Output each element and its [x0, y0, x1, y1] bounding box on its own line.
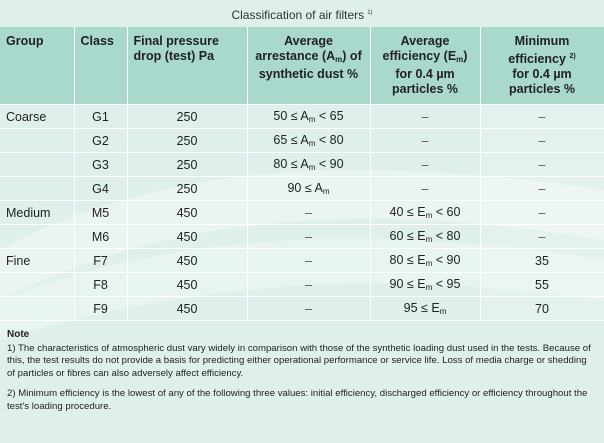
cell-efficiency: – [370, 129, 480, 153]
cell-class: G1 [74, 105, 127, 129]
table-row [0, 153, 604, 177]
table-header-row [0, 27, 604, 105]
cell-efficiency: – [370, 177, 480, 201]
header-class: Class [74, 27, 127, 105]
cell-minimum-efficiency: 55 [480, 273, 604, 297]
cell-group: Coarse [0, 105, 74, 129]
cell-class: F8 [74, 273, 127, 297]
header-average-efficiency: Average efficiency $(E_m)$ for 0.4 µm particles % [370, 27, 480, 105]
cell-final-pressure: 450 [127, 273, 247, 297]
caption-footnote-ref: 1) [367, 10, 373, 16]
header-average-arrestance: Average arrestance $(A_m)$ of synthetic dust % [247, 27, 370, 105]
cell-minimum-efficiency: – [480, 201, 604, 225]
table-row [0, 225, 604, 249]
cell-group [0, 297, 74, 321]
table-row [0, 273, 604, 297]
cell-arrestance: – [247, 201, 370, 225]
cell-efficiency: – [370, 105, 480, 129]
cell-final-pressure: 250 [127, 129, 247, 153]
cell-class: G2 [74, 129, 127, 153]
cell-group: Fine [0, 249, 74, 273]
cell-class: G3 [74, 153, 127, 177]
table-row [0, 129, 604, 153]
cell-class: F7 [74, 249, 127, 273]
cell-minimum-efficiency: 35 [480, 249, 604, 273]
table-row [0, 177, 604, 201]
cell-arrestance: – [247, 225, 370, 249]
cell-class: M6 [74, 225, 127, 249]
cell-group [0, 129, 74, 153]
cell-class: G4 [74, 177, 127, 201]
cell-group [0, 177, 74, 201]
note-paragraph-2: 2) Minimum efficiency is the lowest of any of the following three values: initial efficiency, discharged efficiency or efficiency throughout the test's loading procedure. [7, 388, 588, 412]
cell-final-pressure: 250 [127, 153, 247, 177]
cell-arrestance: $80 \le A_m < 90$ [247, 153, 370, 177]
cell-arrestance: – [247, 273, 370, 297]
header-final-pressure: Final pressure drop (test) Pa [127, 27, 247, 105]
table-row [0, 201, 604, 225]
cell-efficiency: $80 \le E_m < 90$ [370, 249, 480, 273]
note-title: Note [7, 329, 30, 340]
cell-arrestance: $65 \le A_m < 80$ [247, 129, 370, 153]
cell-group [0, 225, 74, 249]
cell-class: F9 [74, 297, 127, 321]
header-minimum-efficiency: Minimum efficiency $^{2)}$ for 0.4 µm particles % [480, 27, 604, 105]
cell-minimum-efficiency: – [480, 225, 604, 249]
cell-arrestance: – [247, 297, 370, 321]
cell-efficiency: $90 \le E_m < 95$ [370, 273, 480, 297]
cell-arrestance: $90 \le A_m$ [247, 177, 370, 201]
cell-group [0, 273, 74, 297]
cell-final-pressure: 250 [127, 105, 247, 129]
cell-final-pressure: 450 [127, 249, 247, 273]
cell-final-pressure: 450 [127, 225, 247, 249]
cell-efficiency: $95 \le E_m$ [370, 297, 480, 321]
cell-minimum-efficiency: 70 [480, 297, 604, 321]
notes-section [0, 329, 604, 414]
cell-group [0, 153, 74, 177]
caption-text: Classification of air filters [231, 8, 365, 22]
cell-class: M5 [74, 201, 127, 225]
cell-efficiency: $40 \le E_m < 60$ [370, 201, 480, 225]
cell-group: Medium [0, 201, 74, 225]
cell-final-pressure: 450 [127, 297, 247, 321]
cell-minimum-efficiency: – [480, 105, 604, 129]
table-row [0, 105, 604, 129]
cell-minimum-efficiency: – [480, 129, 604, 153]
cell-arrestance: $50 \le A_m < 65$ [247, 105, 370, 129]
cell-minimum-efficiency: – [480, 177, 604, 201]
cell-efficiency: – [370, 153, 480, 177]
cell-efficiency: $60 \le E_m < 80$ [370, 225, 480, 249]
cell-arrestance: – [247, 249, 370, 273]
header-group: Group [0, 27, 74, 105]
classification-table [0, 27, 604, 321]
table-row [0, 297, 604, 321]
table-row [0, 249, 604, 273]
cell-final-pressure: 250 [127, 177, 247, 201]
cell-final-pressure: 450 [127, 201, 247, 225]
note-paragraph-1: 1) The characteristics of atmospheric dust vary widely in comparison with those of the synthetic loading dust used in the tests. Because of this, the test results do not provide a basis for predicting either operational performance or service life. Loss of media charge or shedding of particles or fibres can also adversely affect efficiency. [7, 342, 591, 379]
table-body [0, 105, 604, 321]
cell-minimum-efficiency: – [480, 153, 604, 177]
table-caption [0, 0, 604, 27]
